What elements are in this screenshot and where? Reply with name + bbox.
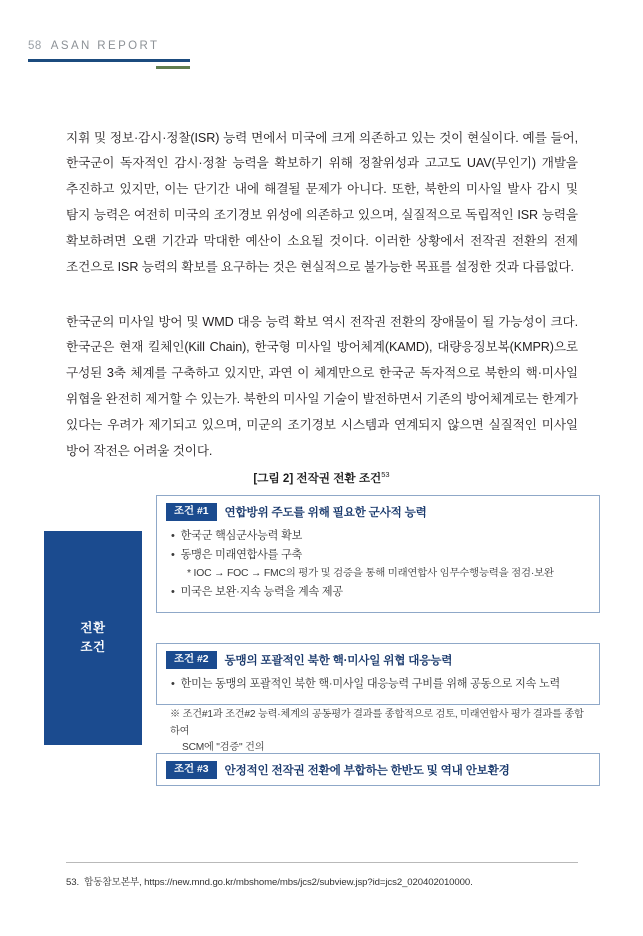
- condition-3-title: 안정적인 전작권 전환에 부합하는 한반도 및 역내 안보환경: [224, 763, 510, 777]
- page-number: 58: [28, 40, 42, 52]
- condition-box-3: [156, 753, 600, 786]
- condition-2-bullet-1-text: 한미는 동맹의 포괄적인 북한 핵·미사일 대응능력 구비를 위해 공동으로 지속 노력: [180, 677, 561, 690]
- condition-3-tag: 조건 #3: [166, 761, 217, 779]
- header-rule-accent: [156, 66, 190, 69]
- condition-box-2: [156, 643, 600, 705]
- figure-note-line1: ※ 조건#1과 조건#2 능력·체계의 공동평가 결과를 종합적으로 검토, 미래연합사 평가 결과를 종합하여: [170, 709, 584, 737]
- figure-left-label: [44, 531, 142, 745]
- condition-2-body: [157, 675, 599, 704]
- figure-note-line2: SCM에 "검증" 건의: [182, 742, 265, 754]
- condition-1-body: [157, 527, 599, 612]
- condition-1-bullet-1-text: 한국군 핵심군사능력 확보: [180, 529, 303, 542]
- condition-2-bullet-1: [171, 675, 587, 694]
- bullet-dot-icon: •: [171, 585, 175, 598]
- page-header: [28, 40, 188, 72]
- condition-1-bullet-1: [171, 527, 587, 546]
- bullet-dot-icon: •: [171, 677, 175, 690]
- condition-box-1: [156, 495, 600, 613]
- body-paragraph-1: 지휘 및 정보·감시·정찰(ISR) 능력 면에서 미국에 크게 의존하고 있는 것이 현실이다. 예를 들어, 한국군이 독자적인 감시·정찰 능력을 확보하기 위해 정찰위성과 고고도 UAV(무인기) 개발을 추진하고 있지만, 이는 단기간 내에 해결될 문제가 아니다. 또한, 북한의 미사일 발사 감시 및 탐지 능력은 여전히 미국의 조기경보 위성에 의존하고 있으며, 실질적으로 독립적인 ISR 능력을 확보하려면 오랜 기간과 막대한 예산이 소요될 것이다. 이러한 상황에서 전작권 전환의 전제 조건으로 ISR 능력의 확보를 요구하는 것은 현실적으로 불가능한 목표를 설정한 것과 다름없다.: [66, 130, 578, 274]
- bullet-dot-icon: •: [171, 549, 175, 562]
- body-paragraph-2: 한국군의 미사일 방어 및 WMD 대응 능력 확보 역시 전작권 전환의 장애물이 될 가능성이 크다. 한국군은 현재 킬체인(Kill Chain), 한국형 미사일 방어체계(KAMD), 대량응징보복(KMPR)으로 구성된 3축 체계를 구축하고 있지만, 과연 이 체계만으로 한국군 독자적으로 북한의 핵·미사일 위협을 완전히 제거할 수 있는가. 북한의 미사일 기술이 발전하면서 기존의 방어체계로는 한계가 있다는 우려가 제기되고 있으며, 미군의 조기경보 시스템과 연계되지 않으면 실질적인 미사일 방어 작전은 어려울 것이다.: [66, 314, 578, 458]
- figure-title: [0, 470, 643, 486]
- condition-2-header: [157, 644, 599, 675]
- figure-title-text: [그림 2] 전작권 전환 조건: [253, 472, 382, 485]
- report-title: ASAN REPORT: [50, 40, 160, 52]
- footnote-number: 53.: [66, 877, 80, 888]
- condition-1-bullet-2-text: 동맹은 미래연합사를 구축: [180, 549, 303, 562]
- header-rule: [28, 59, 190, 62]
- condition-1-bullet-3: [171, 583, 587, 602]
- condition-1-subnote: * IOC → FOC → FMC의 평가 및 검증을 통해 미래연합사 임무수행능력을 점검·보완: [187, 568, 554, 580]
- figure-title-footnote-marker: 53: [381, 470, 390, 480]
- figure-note: [170, 707, 590, 757]
- bullet-dot-icon: •: [171, 529, 175, 542]
- condition-1-tag: 조건 #1: [166, 503, 217, 521]
- figure-left-label-line1: 전환: [80, 621, 106, 636]
- condition-1-header: [157, 496, 599, 527]
- footnote: [66, 876, 586, 890]
- condition-1-bullet-3-text: 미국은 보완·지속 능력을 계속 제공: [180, 585, 343, 598]
- condition-2-title: 동맹의 포괄적인 북한 핵·미사일 위협 대응능력: [224, 653, 453, 667]
- condition-3-header: [157, 754, 599, 785]
- header-row: [28, 40, 188, 52]
- figure-diagram: [44, 495, 600, 780]
- condition-2-tag: 조건 #2: [166, 651, 217, 669]
- condition-1-title: 연합방위 주도를 위해 필요한 군사적 능력: [224, 505, 427, 519]
- footnote-text: 합동참모본부, https://new.mnd.go.kr/mbshome/mbs/jcs2/subview.jsp?id=jcs2_020402010000.: [84, 877, 473, 888]
- footnote-divider: [66, 862, 578, 863]
- figure-left-label-line2: 조건: [80, 640, 106, 654]
- condition-1-bullet-2: [171, 546, 587, 565]
